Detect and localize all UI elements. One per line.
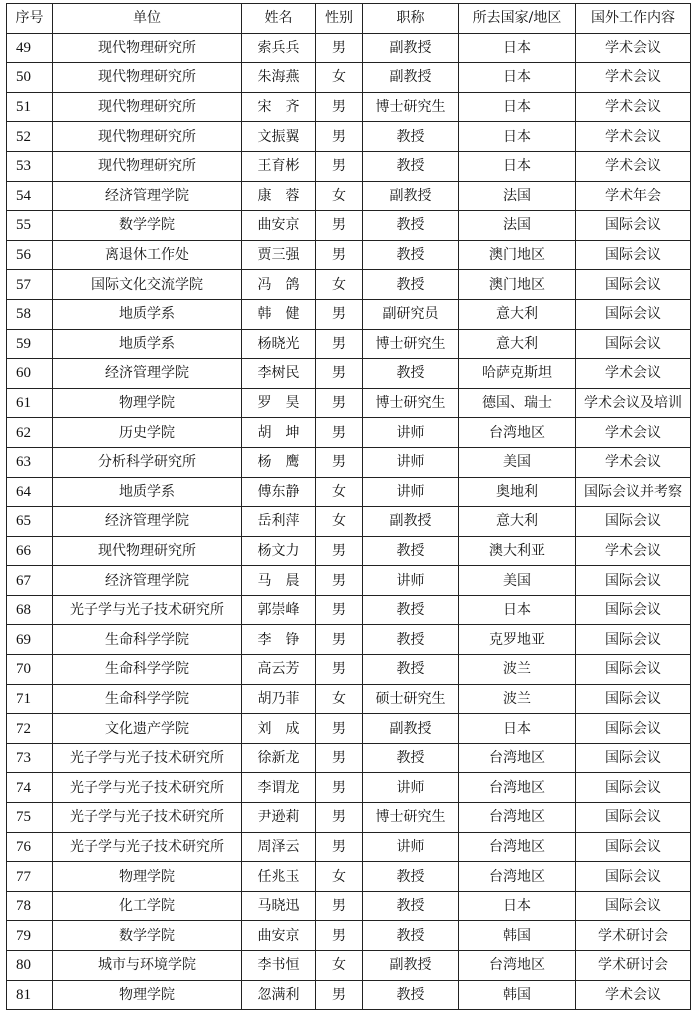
cell-seq: 58 <box>7 299 53 329</box>
cell-gender: 男 <box>316 773 363 803</box>
cell-gender: 男 <box>316 359 363 389</box>
table-row <box>7 921 691 951</box>
cell-unit: 文化遗产学院 <box>53 714 242 744</box>
table-row <box>7 359 691 389</box>
cell-destination: 澳门地区 <box>459 270 576 300</box>
cell-title: 教授 <box>363 655 459 685</box>
cell-content: 国际会议 <box>576 684 691 714</box>
cell-seq: 59 <box>7 329 53 359</box>
table-row <box>7 299 691 329</box>
cell-name: 王育彬 <box>242 151 316 181</box>
cell-gender: 男 <box>316 388 363 418</box>
cell-destination: 意大利 <box>459 299 576 329</box>
table-row <box>7 447 691 477</box>
cell-title: 副教授 <box>363 507 459 537</box>
table-row <box>7 684 691 714</box>
cell-name: 胡 坤 <box>242 418 316 448</box>
cell-gender: 男 <box>316 447 363 477</box>
cell-gender: 女 <box>316 862 363 892</box>
cell-content: 学术研讨会 <box>576 951 691 981</box>
cell-unit: 光子学与光子技术研究所 <box>53 595 242 625</box>
cell-destination: 法国 <box>459 211 576 241</box>
cell-destination: 日本 <box>459 151 576 181</box>
cell-content: 国际会议 <box>576 595 691 625</box>
cell-title: 教授 <box>363 270 459 300</box>
cell-unit: 离退休工作处 <box>53 240 242 270</box>
cell-gender: 女 <box>316 684 363 714</box>
header-gender: 性别 <box>316 4 363 34</box>
cell-destination: 日本 <box>459 122 576 152</box>
cell-title: 教授 <box>363 122 459 152</box>
cell-destination: 哈萨克斯坦 <box>459 359 576 389</box>
cell-destination: 台湾地区 <box>459 862 576 892</box>
cell-content: 学术会议 <box>576 536 691 566</box>
cell-title: 讲师 <box>363 418 459 448</box>
cell-unit: 光子学与光子技术研究所 <box>53 743 242 773</box>
cell-title: 教授 <box>363 595 459 625</box>
cell-gender: 男 <box>316 299 363 329</box>
header-row <box>7 4 691 34</box>
cell-destination: 台湾地区 <box>459 773 576 803</box>
cell-seq: 60 <box>7 359 53 389</box>
cell-name: 尹逊莉 <box>242 803 316 833</box>
cell-name: 康 蓉 <box>242 181 316 211</box>
cell-title: 硕士研究生 <box>363 684 459 714</box>
table-row <box>7 211 691 241</box>
cell-seq: 73 <box>7 743 53 773</box>
cell-gender: 男 <box>316 240 363 270</box>
cell-unit: 地质学系 <box>53 477 242 507</box>
cell-gender: 男 <box>316 921 363 951</box>
cell-title: 讲师 <box>363 566 459 596</box>
cell-destination: 日本 <box>459 33 576 63</box>
cell-content: 学术会议 <box>576 418 691 448</box>
cell-name: 周泽云 <box>242 832 316 862</box>
header-name: 姓名 <box>242 4 316 34</box>
cell-gender: 男 <box>316 536 363 566</box>
table-row <box>7 536 691 566</box>
table-row <box>7 329 691 359</box>
cell-gender: 女 <box>316 507 363 537</box>
cell-seq: 80 <box>7 951 53 981</box>
cell-content: 国际会议 <box>576 329 691 359</box>
cell-gender: 男 <box>316 743 363 773</box>
cell-unit: 现代物理研究所 <box>53 33 242 63</box>
cell-content: 学术会议及培训 <box>576 388 691 418</box>
cell-seq: 70 <box>7 655 53 685</box>
cell-seq: 50 <box>7 63 53 93</box>
header-title: 职称 <box>363 4 459 34</box>
cell-content: 学术会议 <box>576 92 691 122</box>
cell-content: 国际会议 <box>576 862 691 892</box>
cell-unit: 生命科学学院 <box>53 625 242 655</box>
cell-seq: 56 <box>7 240 53 270</box>
cell-name: 忽满利 <box>242 980 316 1010</box>
cell-destination: 意大利 <box>459 507 576 537</box>
cell-title: 博士研究生 <box>363 329 459 359</box>
cell-name: 索兵兵 <box>242 33 316 63</box>
cell-seq: 49 <box>7 33 53 63</box>
cell-content: 国际会议 <box>576 655 691 685</box>
cell-unit: 历史学院 <box>53 418 242 448</box>
cell-unit: 化工学院 <box>53 891 242 921</box>
cell-destination: 韩国 <box>459 980 576 1010</box>
cell-title: 教授 <box>363 211 459 241</box>
cell-title: 教授 <box>363 862 459 892</box>
cell-destination: 澳门地区 <box>459 240 576 270</box>
cell-seq: 65 <box>7 507 53 537</box>
cell-seq: 61 <box>7 388 53 418</box>
cell-name: 曲安京 <box>242 211 316 241</box>
cell-seq: 81 <box>7 980 53 1010</box>
cell-title: 副教授 <box>363 714 459 744</box>
header-destination: 所去国家/地区 <box>459 4 576 34</box>
cell-title: 讲师 <box>363 773 459 803</box>
cell-name: 宋 齐 <box>242 92 316 122</box>
cell-unit: 分析科学研究所 <box>53 447 242 477</box>
cell-unit: 物理学院 <box>53 388 242 418</box>
cell-destination: 台湾地区 <box>459 803 576 833</box>
cell-gender: 男 <box>316 655 363 685</box>
cell-seq: 69 <box>7 625 53 655</box>
cell-title: 讲师 <box>363 832 459 862</box>
table-row <box>7 507 691 537</box>
cell-name: 刘 成 <box>242 714 316 744</box>
cell-name: 任兆玉 <box>242 862 316 892</box>
cell-unit: 经济管理学院 <box>53 507 242 537</box>
cell-name: 高云芳 <box>242 655 316 685</box>
cell-content: 国际会议 <box>576 891 691 921</box>
cell-unit: 地质学系 <box>53 329 242 359</box>
cell-destination: 台湾地区 <box>459 951 576 981</box>
cell-name: 杨文力 <box>242 536 316 566</box>
cell-name: 傅东静 <box>242 477 316 507</box>
table-row <box>7 477 691 507</box>
cell-title: 教授 <box>363 625 459 655</box>
cell-seq: 66 <box>7 536 53 566</box>
cell-name: 冯 鸽 <box>242 270 316 300</box>
cell-unit: 光子学与光子技术研究所 <box>53 803 242 833</box>
cell-seq: 62 <box>7 418 53 448</box>
cell-unit: 物理学院 <box>53 980 242 1010</box>
cell-seq: 74 <box>7 773 53 803</box>
cell-title: 讲师 <box>363 447 459 477</box>
table-row <box>7 270 691 300</box>
cell-unit: 生命科学学院 <box>53 655 242 685</box>
cell-title: 副教授 <box>363 33 459 63</box>
cell-content: 国际会议 <box>576 625 691 655</box>
table-row <box>7 891 691 921</box>
cell-destination: 澳大利亚 <box>459 536 576 566</box>
cell-seq: 67 <box>7 566 53 596</box>
cell-content: 学术研讨会 <box>576 921 691 951</box>
cell-gender: 男 <box>316 625 363 655</box>
cell-gender: 男 <box>316 151 363 181</box>
table-row <box>7 655 691 685</box>
cell-destination: 美国 <box>459 566 576 596</box>
cell-content: 国际会议 <box>576 743 691 773</box>
cell-unit: 地质学系 <box>53 299 242 329</box>
cell-content: 学术会议 <box>576 359 691 389</box>
cell-gender: 男 <box>316 714 363 744</box>
cell-name: 徐新龙 <box>242 743 316 773</box>
cell-gender: 男 <box>316 803 363 833</box>
cell-title: 博士研究生 <box>363 388 459 418</box>
cell-name: 韩 健 <box>242 299 316 329</box>
cell-destination: 台湾地区 <box>459 743 576 773</box>
cell-name: 李树民 <box>242 359 316 389</box>
cell-name: 岳利萍 <box>242 507 316 537</box>
cell-seq: 75 <box>7 803 53 833</box>
cell-title: 教授 <box>363 240 459 270</box>
cell-unit: 现代物理研究所 <box>53 536 242 566</box>
cell-destination: 奥地利 <box>459 477 576 507</box>
cell-seq: 52 <box>7 122 53 152</box>
cell-content: 国际会议 <box>576 270 691 300</box>
table-row <box>7 122 691 152</box>
cell-title: 讲师 <box>363 477 459 507</box>
cell-content: 国际会议 <box>576 773 691 803</box>
cell-gender: 男 <box>316 832 363 862</box>
table-row <box>7 181 691 211</box>
cell-name: 马 晨 <box>242 566 316 596</box>
cell-gender: 男 <box>316 329 363 359</box>
cell-gender: 男 <box>316 92 363 122</box>
cell-unit: 生命科学学院 <box>53 684 242 714</box>
table-row <box>7 832 691 862</box>
cell-destination: 德国、瑞士 <box>459 388 576 418</box>
header-content: 国外工作内容 <box>576 4 691 34</box>
table-header <box>7 4 691 34</box>
cell-name: 马晓迅 <box>242 891 316 921</box>
cell-content: 国际会议 <box>576 240 691 270</box>
cell-content: 学术年会 <box>576 181 691 211</box>
table-row <box>7 240 691 270</box>
cell-content: 国际会议 <box>576 714 691 744</box>
cell-destination: 日本 <box>459 891 576 921</box>
table-row <box>7 418 691 448</box>
cell-title: 教授 <box>363 921 459 951</box>
cell-content: 学术会议 <box>576 63 691 93</box>
cell-destination: 日本 <box>459 63 576 93</box>
cell-seq: 63 <box>7 447 53 477</box>
cell-unit: 经济管理学院 <box>53 566 242 596</box>
cell-name: 郭崇峰 <box>242 595 316 625</box>
table-row <box>7 951 691 981</box>
table-row <box>7 595 691 625</box>
travel-record-table <box>6 3 691 1010</box>
cell-name: 杨晓光 <box>242 329 316 359</box>
cell-seq: 78 <box>7 891 53 921</box>
cell-content: 国际会议 <box>576 211 691 241</box>
cell-title: 教授 <box>363 536 459 566</box>
cell-unit: 光子学与光子技术研究所 <box>53 832 242 862</box>
cell-seq: 54 <box>7 181 53 211</box>
cell-seq: 57 <box>7 270 53 300</box>
cell-gender: 女 <box>316 477 363 507</box>
cell-unit: 数学学院 <box>53 921 242 951</box>
cell-name: 李书恒 <box>242 951 316 981</box>
table-row <box>7 63 691 93</box>
cell-seq: 71 <box>7 684 53 714</box>
cell-name: 朱海燕 <box>242 63 316 93</box>
cell-unit: 现代物理研究所 <box>53 63 242 93</box>
cell-destination: 台湾地区 <box>459 418 576 448</box>
cell-name: 胡乃菲 <box>242 684 316 714</box>
cell-name: 李 铮 <box>242 625 316 655</box>
cell-title: 教授 <box>363 891 459 921</box>
cell-destination: 波兰 <box>459 655 576 685</box>
cell-unit: 城市与环境学院 <box>53 951 242 981</box>
table-row <box>7 980 691 1010</box>
cell-destination: 美国 <box>459 447 576 477</box>
cell-gender: 男 <box>316 33 363 63</box>
cell-content: 国际会议 <box>576 566 691 596</box>
cell-gender: 男 <box>316 566 363 596</box>
cell-content: 国际会议 <box>576 832 691 862</box>
cell-seq: 77 <box>7 862 53 892</box>
cell-content: 国际会议 <box>576 803 691 833</box>
table-row <box>7 714 691 744</box>
cell-gender: 女 <box>316 951 363 981</box>
cell-name: 文振翼 <box>242 122 316 152</box>
cell-destination: 克罗地亚 <box>459 625 576 655</box>
cell-destination: 日本 <box>459 714 576 744</box>
cell-seq: 72 <box>7 714 53 744</box>
cell-destination: 法国 <box>459 181 576 211</box>
cell-content: 国际会议 <box>576 507 691 537</box>
cell-seq: 79 <box>7 921 53 951</box>
cell-seq: 55 <box>7 211 53 241</box>
cell-unit: 现代物理研究所 <box>53 122 242 152</box>
header-unit: 单位 <box>53 4 242 34</box>
cell-destination: 意大利 <box>459 329 576 359</box>
cell-title: 博士研究生 <box>363 803 459 833</box>
cell-gender: 男 <box>316 211 363 241</box>
cell-unit: 物理学院 <box>53 862 242 892</box>
cell-gender: 男 <box>316 122 363 152</box>
cell-seq: 51 <box>7 92 53 122</box>
table-row <box>7 33 691 63</box>
cell-content: 学术会议 <box>576 447 691 477</box>
cell-content: 国际会议并考察 <box>576 477 691 507</box>
cell-name: 杨 鹰 <box>242 447 316 477</box>
cell-name: 罗 昊 <box>242 388 316 418</box>
cell-seq: 76 <box>7 832 53 862</box>
cell-unit: 现代物理研究所 <box>53 92 242 122</box>
cell-title: 教授 <box>363 743 459 773</box>
cell-title: 副研究员 <box>363 299 459 329</box>
cell-content: 学术会议 <box>576 33 691 63</box>
cell-title: 副教授 <box>363 951 459 981</box>
cell-title: 副教授 <box>363 63 459 93</box>
cell-unit: 现代物理研究所 <box>53 151 242 181</box>
cell-title: 教授 <box>363 151 459 181</box>
cell-gender: 女 <box>316 270 363 300</box>
cell-content: 学术会议 <box>576 151 691 181</box>
table-row <box>7 743 691 773</box>
cell-seq: 64 <box>7 477 53 507</box>
cell-gender: 男 <box>316 891 363 921</box>
cell-name: 曲安京 <box>242 921 316 951</box>
table-body <box>7 33 691 1010</box>
cell-destination: 台湾地区 <box>459 832 576 862</box>
cell-unit: 数学学院 <box>53 211 242 241</box>
table-row <box>7 151 691 181</box>
cell-unit: 光子学与光子技术研究所 <box>53 773 242 803</box>
cell-gender: 女 <box>316 181 363 211</box>
cell-name: 李谓龙 <box>242 773 316 803</box>
cell-destination: 韩国 <box>459 921 576 951</box>
cell-title: 博士研究生 <box>363 92 459 122</box>
cell-unit: 经济管理学院 <box>53 359 242 389</box>
cell-destination: 日本 <box>459 595 576 625</box>
cell-gender: 男 <box>316 595 363 625</box>
cell-name: 贾三强 <box>242 240 316 270</box>
cell-unit: 经济管理学院 <box>53 181 242 211</box>
table-row <box>7 388 691 418</box>
cell-title: 教授 <box>363 359 459 389</box>
cell-gender: 女 <box>316 63 363 93</box>
table-row <box>7 862 691 892</box>
table-row <box>7 803 691 833</box>
table-row <box>7 625 691 655</box>
cell-destination: 波兰 <box>459 684 576 714</box>
cell-gender: 男 <box>316 418 363 448</box>
cell-content: 学术会议 <box>576 122 691 152</box>
cell-gender: 男 <box>316 980 363 1010</box>
table-row <box>7 773 691 803</box>
cell-content: 学术会议 <box>576 980 691 1010</box>
cell-unit: 国际文化交流学院 <box>53 270 242 300</box>
table-row <box>7 566 691 596</box>
cell-seq: 68 <box>7 595 53 625</box>
cell-title: 副教授 <box>363 181 459 211</box>
table-row <box>7 92 691 122</box>
cell-content: 国际会议 <box>576 299 691 329</box>
cell-title: 教授 <box>363 980 459 1010</box>
header-seq: 序号 <box>7 4 53 34</box>
cell-seq: 53 <box>7 151 53 181</box>
cell-destination: 日本 <box>459 92 576 122</box>
